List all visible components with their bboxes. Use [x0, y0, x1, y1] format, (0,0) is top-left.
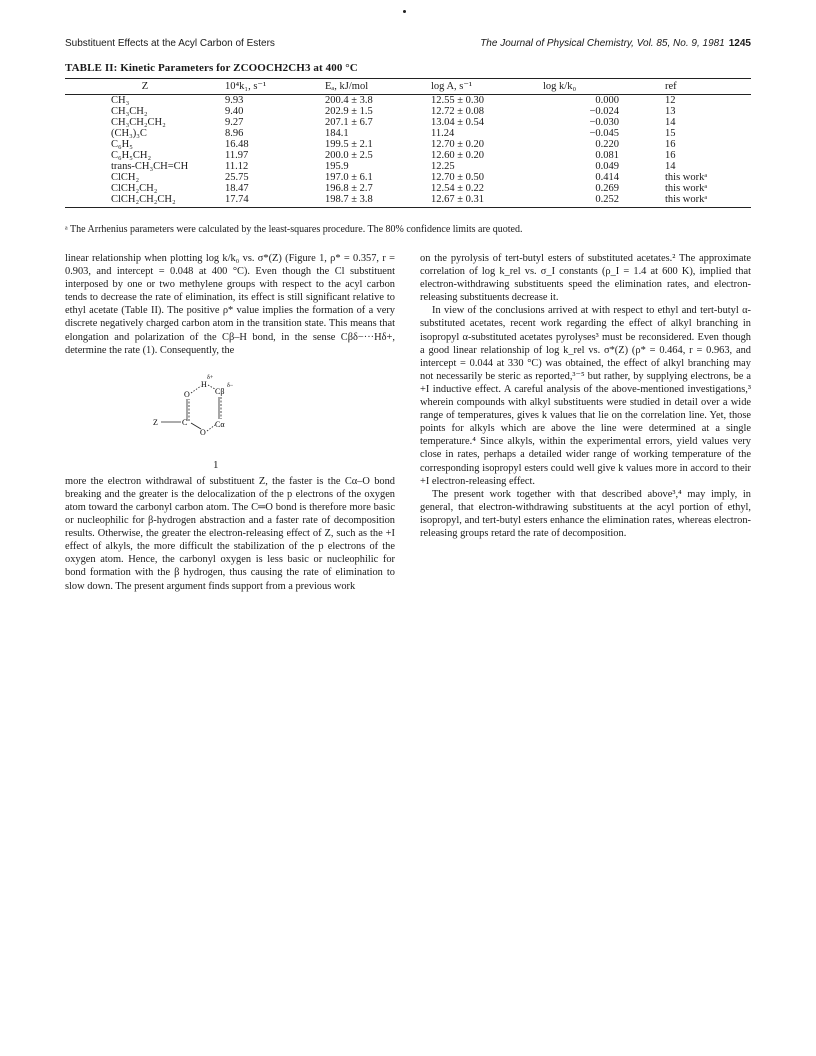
table-cell: this workᵃ: [655, 194, 751, 208]
table-cell: 0.000: [595, 95, 619, 106]
table-cell: 198.7 ± 3.8: [325, 194, 431, 208]
table-cell: this workᵃ: [665, 172, 708, 183]
table-row: [65, 172, 751, 183]
table-cell: 16: [665, 150, 676, 161]
page-number: 1245: [728, 38, 751, 49]
table-cell: C₆H₅CH₂: [111, 150, 152, 161]
left-column: [65, 252, 395, 593]
col-logk: log k/k₀: [543, 79, 655, 95]
table-header-row: [65, 79, 751, 95]
table-cell: 9.93: [225, 95, 244, 106]
stray-dot: [403, 10, 406, 13]
table-cell: C₆H₅: [111, 139, 133, 150]
col-loga: log A, s⁻¹: [431, 79, 543, 95]
h-charge: δ+: [207, 374, 214, 381]
table-cell: 12.72 ± 0.08: [431, 106, 485, 117]
table-cell: 9.27: [225, 117, 244, 128]
table-cell: 0.252: [543, 194, 655, 208]
table-cell: 195.9: [325, 161, 349, 172]
table-cell: 15: [665, 128, 676, 139]
table-cell: 12.25: [431, 161, 455, 172]
table-cell: −0.030: [589, 117, 619, 128]
table-cell: 8.96: [225, 128, 244, 139]
carbonyl-c: C: [182, 417, 188, 427]
figure-number: 1: [213, 458, 219, 471]
table-cell: 184.1: [325, 128, 349, 139]
table-cell: 199.5 ± 2.1: [325, 139, 373, 150]
col-ref: ref: [655, 79, 751, 95]
paragraph: linear relationship when plotting log k/k₀ vs. σ*(Z) (Figure 1, ρ* = 0.357, r = 0.903, and intercept = 0.048 at 400 °C). Even though the Cl substituent interposed by one or two methylene groups with respect to the acyl carbon tends to decrease the rate of elimination, its effect is still significant relative to ethyl acetate (Table II). The positive ρ* value implies the formation of a very discrete negatively charged carbon atom in the transition state. This means that elongation and polarization of the Cβ–H bond, in the sense Cβδ−···Hδ+, determine the rate (1). Consequently, the: [65, 253, 395, 356]
table-row: [65, 161, 751, 172]
table-cell: 12.60 ± 0.20: [431, 150, 485, 161]
cb-label: Cβ: [215, 386, 225, 396]
table-cell: 12.67 ± 0.31: [431, 194, 543, 208]
table-cell: 12.54 ± 0.22: [431, 183, 485, 194]
o-label: O: [184, 389, 190, 399]
table-cell: 14: [665, 117, 676, 128]
table-cell: 18.47: [225, 183, 249, 194]
col-z: Z: [65, 79, 225, 95]
table-cell: −0.045: [589, 128, 619, 139]
table-row: [65, 139, 751, 150]
right-column: [420, 252, 751, 540]
table-cell: ClCH₂CH₂: [111, 183, 158, 194]
table-cell: this workᵃ: [665, 183, 708, 194]
table-cell: CH₃: [111, 95, 130, 106]
paragraph: more the electron withdrawal of substituent Z, the faster is the Cα–O bond breaking and the greater is the delocalization of the p electrons of the oxygen atom toward the carbonyl carbon atom. The C═O bond is therefore more basic or nucleophilic for β-hydrogen abstraction and a faster rate of decomposition results. Otherwise, the greater the electron-releasing effect of Z, such as the +I effect of alkyls, the more difficult the stabilization of the p electrons of the oxygen atom. Hence, the carbonyl oxygen is less basic or nucleophilic for bond formation with the β hydrogen, thus causing the rate of elimination to slow down. The present argument finds support from a previous work: [65, 475, 395, 592]
table-cell: ClCH₂: [111, 172, 140, 183]
table-cell: 207.1 ± 6.7: [325, 117, 373, 128]
table-cell: (CH₃)₃C: [111, 128, 147, 139]
table-cell: 0.049: [595, 161, 619, 172]
table-cell: 13: [665, 106, 676, 117]
table-cell: 12.70 ± 0.20: [431, 139, 485, 150]
kinetic-parameters-table: [65, 78, 751, 208]
table-row: [65, 183, 751, 194]
paragraph: In view of the conclusions arrived at with respect to ethyl and tert-butyl α-substituted acetates, recent work regarding the effect of alkyl branching in isopropyl α-substituted acetates pyrolyses³ must be reconsidered. Even though a good linear relationship of log k_rel vs. σ*(Z) (ρ* = 0.464, r = 0.963, and intercept = 0.044 at 330 °C) was obtained, the effect of alkyl branching may not necessarily be steric as reported,³⁻⁵ but rather, by supplying electrons, be a +I inductive effect. A careful analysis of the above-mentioned investigations,³ wherein compounds with alkyl substituents were studied in detail over a wide range of temperatures, gives k values that lie on the correlation line. Yet, those points for alkyls which are above the line were determined at a single temperature.⁴ Since alkyls, within the experimental errors, yield values very close in rates, perhaps a detailed wider range of working temperature of the corresponding isopropyl esters could well give k values more in accord to their +I electron-releasing effect.: [420, 305, 751, 487]
paragraph: on the pyrolysis of tert-butyl esters of substituted acetates.² The approximate correlation of log k_rel vs. σ_I constants (ρ_I = 1.4 at 600 K), implied that electron-withdrawing substituents speed the elimination rates, and electron-releasing substituents decrease it.: [420, 253, 751, 304]
table-cell: 9.40: [225, 106, 244, 117]
table-cell: 16: [665, 139, 676, 150]
table-cell: 11.24: [431, 128, 455, 139]
table-caption: TABLE II: Kinetic Parameters for ZCOOCH2CH3 at 400 °C: [65, 62, 358, 74]
table-cell: 25.75: [225, 172, 249, 183]
table-cell: ClCH₂CH₂CH₂: [65, 194, 225, 208]
table-cell: 16.48: [225, 139, 249, 150]
journal-header: [480, 38, 751, 50]
table-cell: trans-CH₃CH=CH: [111, 161, 189, 172]
table-cell: 17.74: [225, 194, 325, 208]
table-cell: 197.0 ± 6.1: [325, 172, 373, 183]
table-cell: 14: [665, 161, 676, 172]
table-row: [65, 95, 751, 107]
ester-o: O: [200, 427, 206, 437]
table-cell: 0.269: [595, 183, 619, 194]
paragraph: The present work together with that described above³,⁴ may imply, in general, that electron-withdrawing substituents at the acyl portion of ethyl, isopropyl, and tert-butyl esters enhance the elimination rates, whereas electron-releasing groups retard the rate of decomposition.: [420, 488, 751, 539]
table-cell: 200.0 ± 2.5: [325, 150, 373, 161]
table-row: [65, 128, 751, 139]
col-ea: Eₐ, kJ/mol: [325, 79, 431, 95]
ca-label: Cα: [215, 419, 225, 429]
table-footnote: ᵃ The Arrhenius parameters were calculated by the least-squares procedure. The 80% confidence limits are quoted.: [65, 224, 523, 235]
table-row: [65, 194, 751, 208]
h-label: H: [201, 379, 207, 389]
table-cell: 12.55 ± 0.30: [431, 95, 485, 106]
table-row: [65, 106, 751, 117]
table-cell: 202.9 ± 1.5: [325, 106, 373, 117]
table-cell: 13.04 ± 0.54: [431, 117, 485, 128]
table-cell: 196.8 ± 2.7: [325, 183, 373, 194]
table-cell: 0.414: [595, 172, 619, 183]
z-label: Z: [153, 417, 158, 427]
c-charge: δ−: [227, 382, 234, 389]
transition-state-diagram: [151, 361, 271, 461]
running-header: Substituent Effects at the Acyl Carbon of Esters: [65, 38, 275, 49]
table-cell: 11.97: [225, 150, 249, 161]
journal-citation: The Journal of Physical Chemistry, Vol. 85, No. 9, 1981: [480, 38, 725, 49]
table-row: [65, 117, 751, 128]
table-cell: CH₃CH₂CH₂: [111, 117, 166, 128]
structure-figure: [65, 357, 395, 475]
table-cell: CH₃CH₂: [111, 106, 148, 117]
table-cell: 12: [665, 95, 676, 106]
table-cell: 12.70 ± 0.50: [431, 172, 485, 183]
table-cell: 200.4 ± 3.8: [325, 95, 373, 106]
table-cell: 0.220: [595, 139, 619, 150]
col-k1: 10⁴k₁, s⁻¹: [225, 79, 325, 95]
table-cell: 11.12: [225, 161, 249, 172]
table-cell: 0.081: [595, 150, 619, 161]
table-cell: −0.024: [589, 106, 619, 117]
table-row: [65, 150, 751, 161]
